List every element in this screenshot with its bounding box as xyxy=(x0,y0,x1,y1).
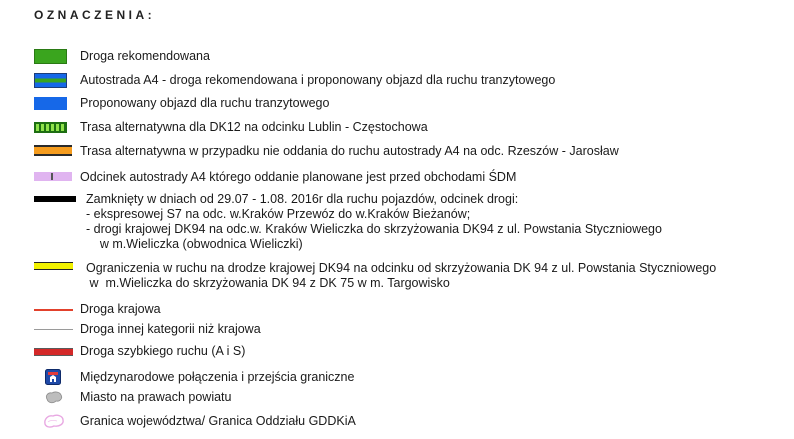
legend-title: OZNACZENIA: xyxy=(34,8,156,22)
legend-label-multiline xyxy=(86,192,662,252)
legend-label: Miasto na prawach powiatu xyxy=(80,390,232,404)
restrictions-swatch xyxy=(34,262,73,270)
legend-label: Droga krajowa xyxy=(80,302,161,316)
legend-line: Zamknięty w dniach od 29.07 - 1.08. 2016r dla ruchu pojazdów, odcinek drogi: xyxy=(86,192,519,206)
alt-route-a4-swatch xyxy=(34,145,72,156)
closed-road-swatch xyxy=(34,196,76,202)
legend-label: Autostrada A4 - droga rekomendowana i proponowany objazd dla ruchu tranzytowego xyxy=(80,73,556,87)
alt-route-dk12-swatch xyxy=(34,122,67,133)
legend-line: w m.Wieliczka (obwodnica Wieliczki) xyxy=(86,237,303,251)
legend-line: - ekspresowej S7 na odc. w.Kraków Przewóz do w.Kraków Bieżanów; xyxy=(86,207,471,221)
city-blob-icon xyxy=(44,390,64,405)
border-crossing-icon xyxy=(45,369,61,385)
legend-label: Odcinek autostrady A4 którego oddanie planowane jest przed obchodami ŚDM xyxy=(80,170,517,184)
legend-line: w m.Wieliczka do skrzyżowania DK 94 z DK 75 w m. Targowisko xyxy=(86,276,450,290)
a4-motorway-swatch xyxy=(34,73,67,88)
legend-line: Ograniczenia w ruchu na drodze krajowej DK94 na odcinku od skrzyżowania DK 94 z ul. Powstania Styczniowego xyxy=(86,261,717,275)
legend-label: Granica województwa/ Granica Oddziału GDDKiA xyxy=(80,414,356,428)
legend-label: Międzynarodowe połączenia i przejścia graniczne xyxy=(80,370,355,384)
legend-label: Trasa alternatywna dla DK12 na odcinku Lublin - Częstochowa xyxy=(80,120,428,134)
proposed-detour-swatch xyxy=(34,97,67,110)
national-road-line xyxy=(34,309,73,311)
a4-section-swatch xyxy=(34,172,72,181)
legend-label: Droga rekomendowana xyxy=(80,49,210,63)
legend-label: Droga innej kategorii niż krajowa xyxy=(80,322,261,336)
other-road-line xyxy=(34,329,73,330)
voivodeship-border-icon xyxy=(42,412,66,430)
expressway-swatch xyxy=(34,348,73,356)
legend-label: Proponowany objazd dla ruchu tranzytowego xyxy=(80,96,330,110)
legend-line: - drogi krajowej DK94 na odc.w. Kraków Wieliczka do skrzyżowania DK94 z ul. Powstania Styczniowego xyxy=(86,222,662,236)
legend-label: Droga szybkiego ruchu (A i S) xyxy=(80,344,246,358)
legend-label-multiline xyxy=(86,261,716,291)
legend-label: Trasa alternatywna w przypadku nie oddania do ruchu autostrady A4 na odc. Rzeszów - Jarosław xyxy=(80,144,619,158)
recommended-road-swatch xyxy=(34,49,67,64)
